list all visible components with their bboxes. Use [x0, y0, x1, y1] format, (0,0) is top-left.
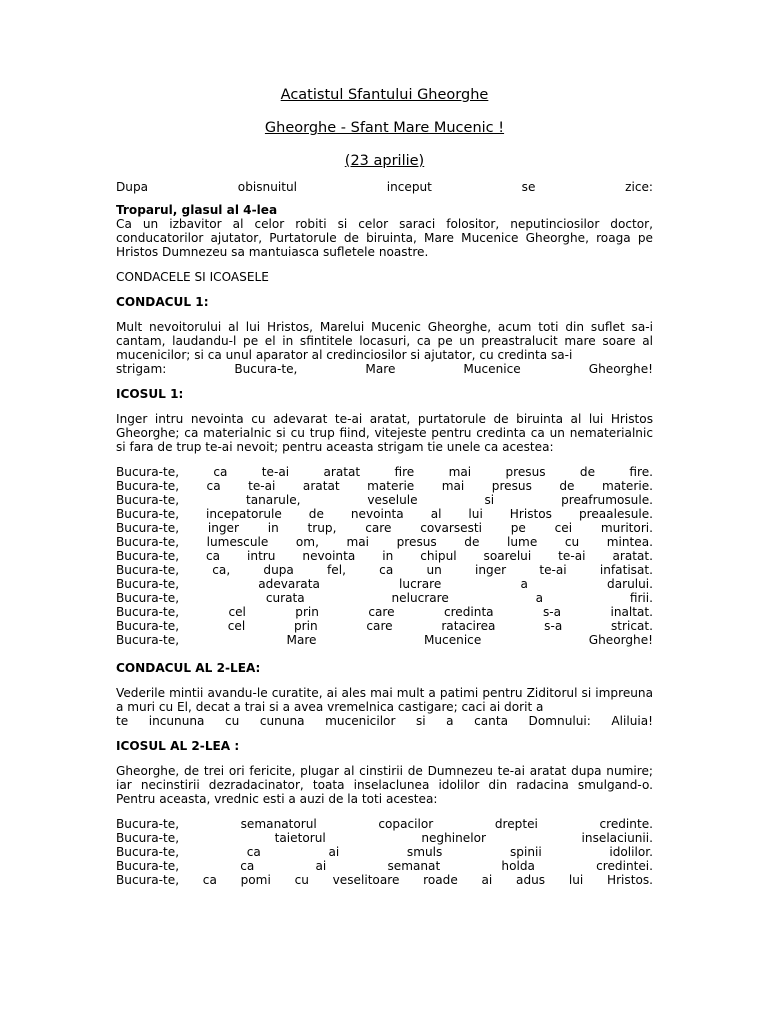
condacul-2-text-body: Vederile mintii avandu-le curatite, ai ales mai mult a patimi pentru Ziditorul si impreuna a muri cu El, decat a trai si a avea vremelnica castigare; caci ai dorit a	[116, 686, 653, 714]
icosul-1-line: Bucura-te, ca, dupa fel, ca un inger te-ai infatisat.	[116, 563, 653, 577]
condacul-1-text-body: Mult nevoitorului al lui Hristos, Marelui Mucenic Gheorghe, acum toti din suflet sa-i cantam, laudandu-l pe el in sfintitele locasuri, ca pe un preastralucit mare soare al mucenicilor; si ca unul aparator al credinciosilor si ajutator, cu credinta sa-i	[116, 320, 653, 362]
icosul-1-line: Bucura-te, ca te-ai aratat fire mai presus de fire.	[116, 465, 653, 479]
feast-date: (23 aprilie)	[344, 153, 425, 169]
icosul-1-line: Bucura-te, adevarata lucrare a darului.	[116, 577, 653, 591]
icosul-1-line: Bucura-te, ca te-ai aratat materie mai presus de materie.	[116, 479, 653, 493]
icosul-1-text: Inger intru nevointa cu adevarat te-ai aratat, purtatorule de biruinta al lui Hristos Gheorghe; ca materialnic si cu trup fiind, vitejeste pentru credinta ca un nematerialnic si fara de trup te-ai nevoit; pentru aceasta strigam tie unele ca acestea:	[116, 412, 653, 454]
intro-line: Dupa obisnuitul inceput se zice:	[116, 180, 653, 194]
icosul-2-line: Bucura-te, ca ai semanat holda credintei.	[116, 859, 653, 873]
condacul-2-text	[116, 686, 653, 728]
icosul-1-line: Bucura-te, Mare Mucenice Gheorghe!	[116, 633, 653, 647]
icosul-1-line: Bucura-te, tanarule, veselule si preafrumosule.	[116, 493, 653, 507]
condacul-1-heading: CONDACUL 1:	[116, 295, 209, 309]
icosul-2-line: Bucura-te, ca pomi cu veselitoare roade ai adus lui Hristos.	[116, 873, 653, 887]
icosul-2-line: Bucura-te, ca ai smuls spinii idolilor.	[116, 845, 653, 859]
condacul-2-text-end: te incununa cu cununa mucenicilor si a canta Domnului: Aliluia!	[116, 714, 653, 728]
icosul-2-text: Gheorghe, de trei ori fericite, plugar al cinstirii de Dumnezeu te-ai aratat dupa numire; iar necinstirii dezradacinator, toata inselaclunea idolilor din radacina smulgand-o. Pentru aceasta, vrednic esti a auzi de la toti acestea:	[116, 764, 653, 806]
document-title: Acatistul Sfantului Gheorghe	[280, 87, 489, 103]
troparul-heading: Troparul, glasul al 4-lea	[116, 203, 278, 217]
condacul-1-text-end: strigam: Bucura-te, Mare Mucenice Gheorghe!	[116, 362, 653, 376]
icosul-2-line: Bucura-te, taietorul neghinelor inselaciunii.	[116, 831, 653, 845]
condacul-1-text	[116, 320, 653, 376]
icosul-1-line: Bucura-te, curata nelucrare a firii.	[116, 591, 653, 605]
icosul-1-line: Bucura-te, inger in trup, care covarsesti pe cei muritori.	[116, 521, 653, 535]
icosul-2-list	[116, 817, 653, 887]
document-subtitle: Gheorghe - Sfant Mare Mucenic !	[264, 120, 505, 136]
icosul-2-heading: ICOSUL AL 2-LEA :	[116, 739, 240, 753]
icosul-1-list	[116, 465, 653, 647]
icosul-1-line: Bucura-te, incepatorule de nevointa al lui Hristos preaalesule.	[116, 507, 653, 521]
icosul-1-line: Bucura-te, cel prin care ratacirea s-a stricat.	[116, 619, 653, 633]
icosul-2-line: Bucura-te, semanatorul copacilor dreptei credinte.	[116, 817, 653, 831]
icosul-1-heading: ICOSUL 1:	[116, 387, 184, 401]
section-label: CONDACELE SI ICOASELE	[116, 270, 269, 284]
icosul-1-line: Bucura-te, ca intru nevointa in chipul soarelui te-ai aratat.	[116, 549, 653, 563]
condacul-2-heading: CONDACUL AL 2-LEA:	[116, 661, 261, 675]
icosul-1-line: Bucura-te, cel prin care credinta s-a inaltat.	[116, 605, 653, 619]
troparul-text: Ca un izbavitor al celor robiti si celor saraci folositor, neputinciosilor doctor, conducatorilor ajutator, Purtatorule de biruinta, Mare Mucenice Gheorghe, roaga pe Hristos Dumnezeu sa mantuiasca sufletele noastre.	[116, 217, 653, 259]
icosul-1-line: Bucura-te, lumescule om, mai presus de lume cu mintea.	[116, 535, 653, 549]
